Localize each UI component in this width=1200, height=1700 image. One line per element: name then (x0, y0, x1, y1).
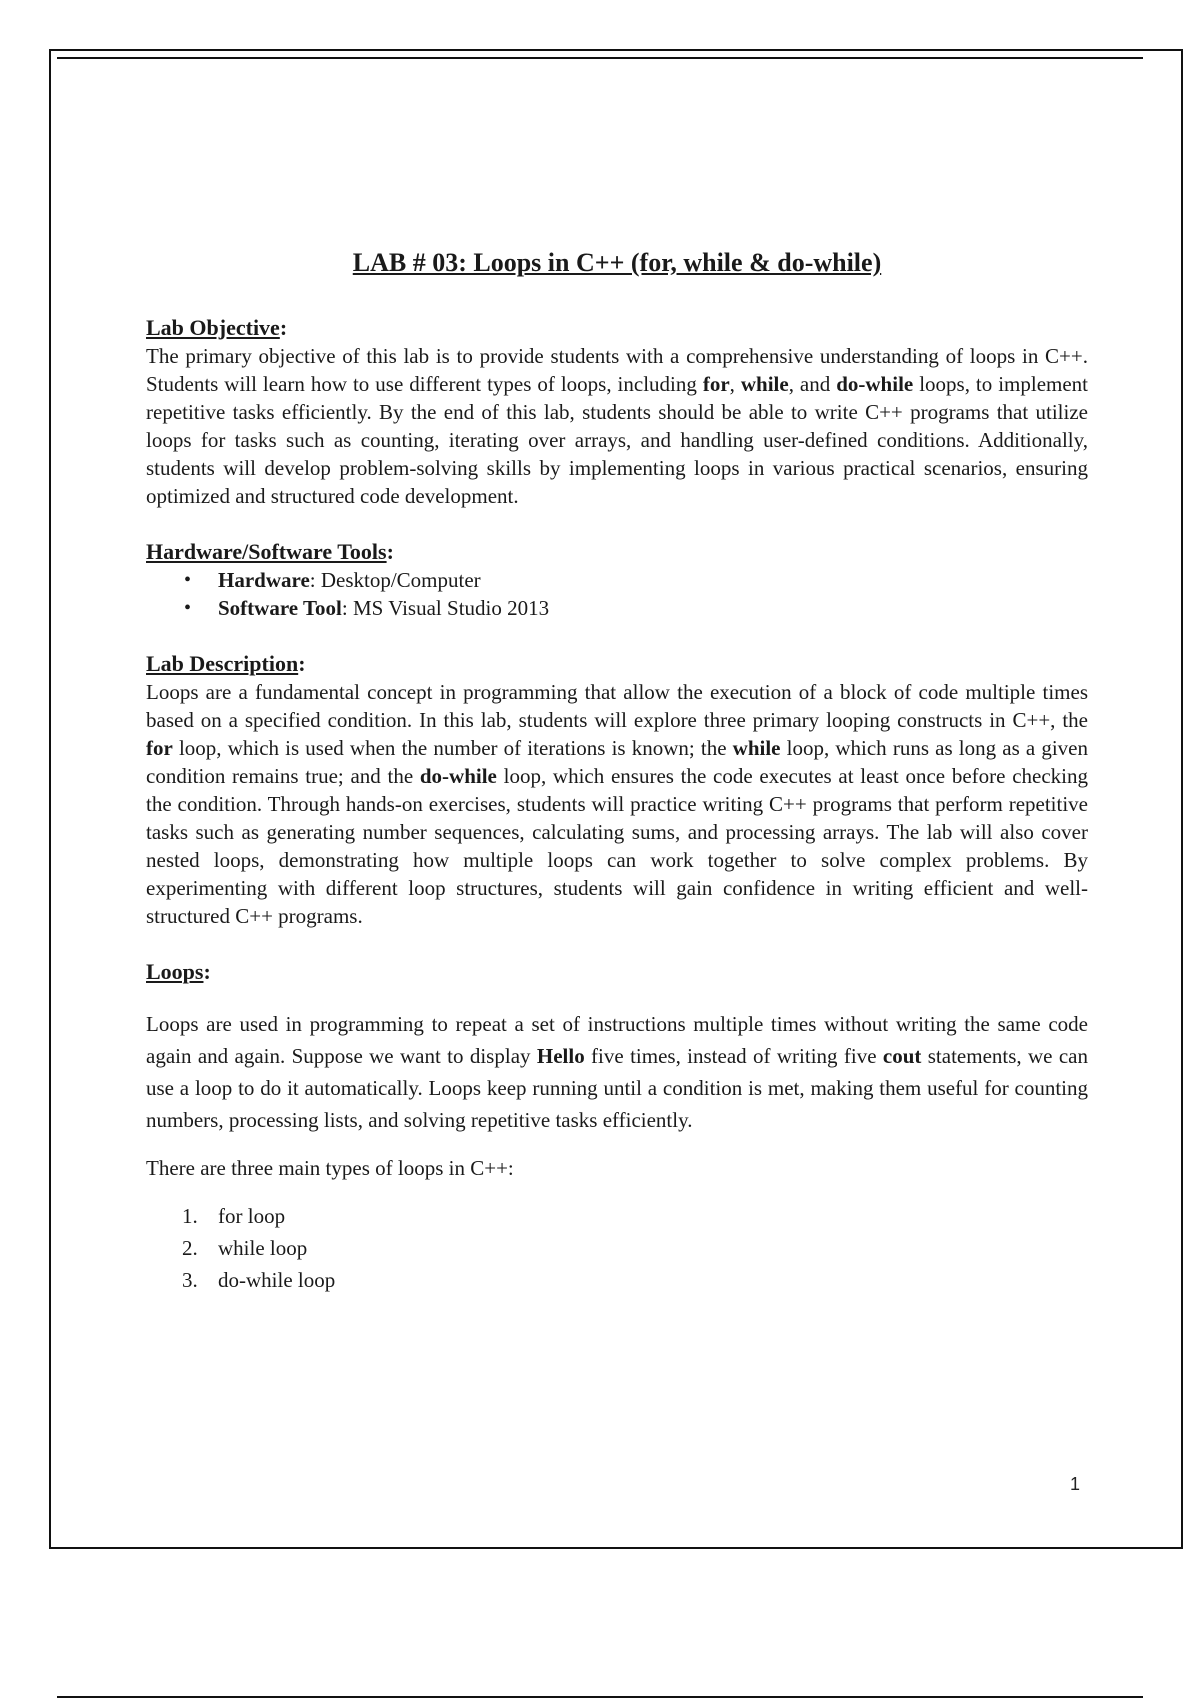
next-page-header-rule (57, 1696, 1143, 1698)
objective-sep-1: , (729, 372, 741, 396)
tool-label: Software Tool (218, 596, 342, 620)
objective-heading-colon: : (279, 315, 288, 340)
list-item (146, 594, 1088, 622)
list-label: do-while loop (218, 1268, 336, 1292)
list-label: while loop (218, 1236, 308, 1260)
description-heading (146, 650, 1088, 678)
loops-heading-colon: : (203, 959, 211, 984)
description-text-3: loop, which runs as long as a given condition remains true; and the (146, 736, 1088, 788)
document-body (146, 246, 1088, 1296)
list-item (146, 566, 1088, 594)
description-text-2: loop, which is used when the number of iterations is known; the (172, 736, 733, 760)
description-bold-for: for (146, 736, 173, 760)
loops-bold-cout: cout (882, 1044, 922, 1068)
loops-bold-hello: Hello (536, 1044, 585, 1068)
loops-text-2: five times, instead of writing five (584, 1044, 883, 1068)
description-bold-while: while (732, 736, 781, 760)
objective-heading-text: Lab Objective (146, 315, 280, 340)
loops-paragraph (146, 1008, 1088, 1136)
loops-intro: There are three main types of loops in C++: (146, 1156, 514, 1180)
objective-bold-do-while: do-while (836, 372, 914, 396)
loop-types-list (146, 1200, 1088, 1296)
list-item (146, 1232, 1088, 1264)
loops-text-3: statements, we can use a loop to do it automatically. Loops keep running until a condition is met, making them useful for counting numbers, processing lists, and solving repetitive tasks efficiently. (146, 1044, 1089, 1132)
description-text-4: loop, which ensures the code executes at least once before checking the condition. Through hands-on exercises, students will practice writing C++ programs that perform repetitive tasks such as generating number sequences, calculating sums, and processing arrays. The lab will also cover nested loops, demonstrating how multiple loops can work together to solve complex problems. By experimenting with different loop structures, students will gain confidence in writing efficient and well-structured C++ programs. (146, 764, 1088, 928)
list-number: 2. (182, 1236, 198, 1260)
description-bold-do-while: do-while (419, 764, 497, 788)
objective-bold-while: while (740, 372, 789, 396)
loops-heading-text: Loops (146, 959, 204, 984)
tools-heading-text: Hardware/Software Tools (146, 539, 387, 564)
tool-label: Hardware (218, 568, 310, 592)
bullet-icon: • (184, 597, 192, 619)
objective-sep-2: , and (788, 372, 837, 396)
objective-text-2: loops, to implement repetitive tasks efficiently. By the end of this lab, students should be able to write C++ programs that utilize loops for tasks such as counting, iterating over arrays, and handling user-defined conditions. Additionally, students will develop problem-solving skills by implementing loops in various practical scenarios, ensuring optimized and structured code development. (146, 372, 1089, 508)
document-title: LAB # 03: Loops in C++ (for, while & do-while) (352, 248, 882, 277)
tool-value: : MS Visual Studio 2013 (341, 596, 550, 620)
tool-value: : Desktop/Computer (309, 568, 481, 592)
description-text-1: Loops are a fundamental concept in programming that allow the execution of a block of code multiple times based on a specified condition. In this lab, students will explore three primary looping constructs in C++, the (146, 680, 1088, 732)
objective-paragraph (146, 342, 1088, 510)
page-number: 1 (1070, 1474, 1081, 1494)
objective-heading (146, 314, 1088, 342)
objective-bold-for: for (702, 372, 730, 396)
header-rule (57, 57, 1143, 59)
list-number: 1. (182, 1204, 198, 1228)
description-paragraph (146, 678, 1088, 930)
list-label: for loop (218, 1204, 286, 1228)
list-item (146, 1200, 1088, 1232)
description-heading-colon: : (298, 651, 306, 676)
tools-heading-colon: : (386, 539, 394, 564)
list-number: 3. (182, 1268, 198, 1292)
list-item (146, 1264, 1088, 1296)
description-heading-text: Lab Description (146, 651, 299, 676)
tools-list (146, 566, 1088, 622)
loops-text-1: Loops are used in programming to repeat a set of instructions multiple times without writing the same code again and again. Suppose we want to display (146, 1012, 1088, 1068)
objective-text-1: The primary objective of this lab is to provide students with a comprehensive understanding of loops in C++. Students will learn how to use different types of loops, including (146, 344, 1088, 396)
tools-heading (146, 538, 1088, 566)
bullet-icon: • (184, 569, 192, 591)
loops-heading (146, 958, 1088, 986)
